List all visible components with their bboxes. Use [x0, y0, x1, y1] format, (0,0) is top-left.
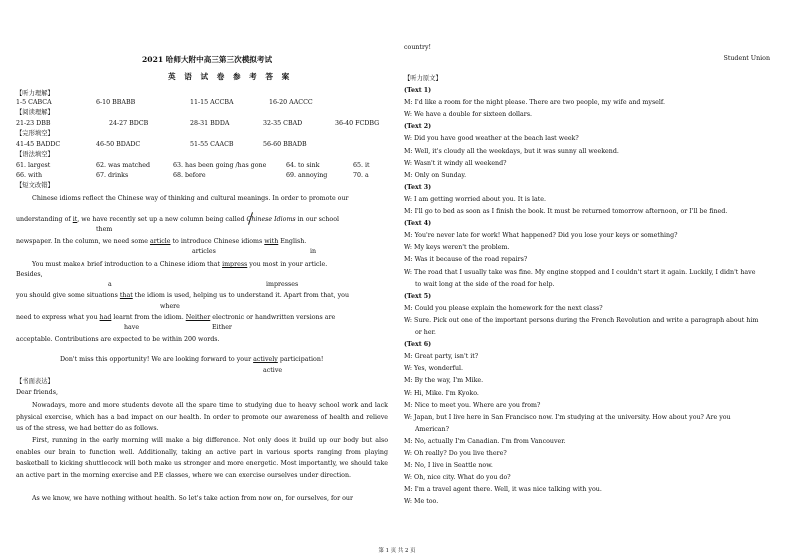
correction-fix: them: [96, 226, 113, 233]
transcript-line: W: Oh, nice city. What do you do?: [404, 474, 511, 482]
transcript-heading: (Text 6): [404, 341, 432, 349]
error-word: had: [99, 314, 112, 321]
transcript-line: W: Me too.: [404, 498, 439, 506]
transcript-heading: (Text 2): [404, 123, 432, 131]
answer-item: 36-40 FCDBG: [335, 120, 380, 127]
exam-title: 2021 哈师大附中高三第三次模拟考试: [142, 55, 273, 64]
answer-item: 56-60 BBADB: [263, 141, 307, 148]
correction-line: Don't miss this opportunity! We are looking forward to your actively participation!: [60, 356, 324, 363]
answer-item: 16-20 AACCC: [269, 99, 313, 106]
answer-item: 32-35 CBAD: [263, 120, 303, 127]
correction-fix: have: [124, 324, 140, 331]
transcript-line: M: I'll go to bed as soon as I finish the book. It must be returned tomorrow afternoon, or I'll be fined.: [404, 208, 728, 215]
transcript-heading: (Text 3): [404, 183, 432, 191]
transcript-line: W: Japan, but I live here in San Francisco now. I'm studying at the university. How about you? Are you: [404, 413, 731, 421]
error-word: it: [72, 216, 78, 223]
section-reading: 【阅读理解】: [16, 109, 54, 116]
section-writing: 【书面表达】: [16, 378, 54, 385]
section-cloze: 【完形填空】: [16, 130, 54, 137]
correction-fix: impresses: [266, 281, 299, 288]
transcript-heading: (Text 4): [404, 220, 432, 228]
answer-item: 24-27 BDCB: [109, 120, 149, 127]
answer-key-title: 英 语 试 卷 参 考 答 案: [168, 72, 293, 81]
transcript-line: M: Nice to meet you. Where are you from?: [404, 401, 541, 409]
answer-item: 69. annoying: [286, 172, 328, 179]
answer-item: 1-5 CABCA: [16, 99, 52, 106]
correction-fix: where: [160, 303, 180, 310]
transcript-line: to wait long at the side of the road for help.: [415, 280, 555, 288]
page-footer: 第 1 页 共 2 页: [378, 548, 416, 554]
answer-item: 51-55 CAACB: [190, 141, 234, 148]
transcript-line: W: Oh really? Do you live there?: [404, 450, 507, 457]
correction-fix: a: [108, 281, 112, 288]
error-word: that: [119, 292, 133, 299]
correction-line: Besides,: [16, 271, 43, 278]
letter-signature: Student Union: [723, 55, 770, 62]
answer-item: 66. with: [16, 172, 43, 179]
correction-fix: Either: [212, 324, 232, 331]
transcript-line: W: Did you have good weather at the beach last week?: [404, 135, 579, 143]
transcript-line: M: No, actually I'm Canadian. I'm from Vancouver.: [404, 437, 566, 445]
answer-item: 41-45 BADDC: [16, 141, 61, 148]
transcript-line: M: No, I live in Seattle now.: [404, 462, 493, 470]
answer-item: 68. before: [173, 172, 206, 179]
transcript-line: M: Could you please explain the homework for the next class?: [404, 304, 603, 312]
correction-line: newspaper. In the column, we need some article to introduce Chinese idioms with English.: [16, 238, 307, 245]
answer-item: 62. was matched: [96, 162, 150, 169]
correction-line: you should give some situations that the idiom is used, helping us to understand it. Apart from that, you: [16, 292, 349, 299]
correction-line: understanding of it, we have recently set up a new column being called Chinese Idioms in our school: [16, 216, 339, 223]
correction-line: You must make∧ brief introduction to a Chinese idiom that impress you most in your article.: [32, 261, 328, 268]
section-correction: 【短文改错】: [16, 182, 54, 189]
answer-item: 61. largest: [16, 162, 51, 169]
transcript-line: W: Hi, Mike. I'm Kyoko.: [404, 389, 479, 397]
transcript-heading: (Text 1): [404, 87, 432, 94]
error-word: impress: [222, 261, 248, 268]
answer-item: 67. drinks: [96, 172, 129, 179]
writing-paragraph: First, running in the early morning will make a big difference. Not only does it build up our body but also enables our brain to function well. Additionally, taking an active part in various sports ranging from playing basketball to kicking shuttlecock will both make us stronger and more energetic. Most importantly, we should take an active part in the morning exercise and P.E classes, where we can exercise ourselves under direction.: [16, 437, 388, 479]
transcript-line: M: By the way, I'm Mike.: [404, 377, 484, 385]
error-word: actively: [253, 356, 278, 363]
section-grammar: 【语法填空】: [16, 151, 54, 158]
answer-item: 11-15 ACCBA: [190, 99, 234, 106]
answer-item: 63. has been going /has gone: [173, 162, 267, 169]
transcript-line: W: Wasn't it windy all weekend?: [404, 159, 507, 167]
error-word: with: [264, 238, 279, 245]
transcript-line: W: Yes, wonderful.: [404, 365, 464, 373]
section-transcript: 【听力原文】: [404, 75, 442, 82]
transcript-line: or her.: [415, 329, 436, 336]
correction-fix: active: [263, 367, 283, 374]
transcript-line: M: Only on Sunday.: [404, 171, 467, 179]
transcript-line: W: We have a double for sixteen dollars.: [404, 111, 533, 119]
writing-paragraph: As we know, we have nothing without health. So let's take action from now on, for ourselves, for our: [32, 495, 353, 502]
error-word: article: [149, 238, 171, 245]
error-word: being: [205, 216, 224, 223]
transcript-line: M: You're never late for work! What happened? Did you lose your keys or something?: [404, 232, 678, 240]
transcript-heading: (Text 5): [404, 292, 432, 300]
transcript-line: M: Was it because of the road repairs?: [404, 256, 528, 264]
transcript-line: W: My keys weren't the problem.: [404, 244, 510, 252]
section-listening: 【听力理解】: [16, 90, 54, 97]
transcript-line: M: I'm a travel agent there. Well, it was nice talking with you.: [404, 486, 602, 494]
error-word: Neither: [185, 314, 211, 321]
answer-item: 6-10 BBABB: [96, 99, 136, 106]
answer-item: 65. it: [353, 162, 370, 169]
correction-line: Chinese idioms reflect the Chinese way of thinking and cultural meanings. In order to promote our: [32, 195, 349, 202]
correction-fix: articles: [192, 248, 216, 255]
transcript-line: W: Sure. Pick out one of the important persons during the French Revolution and write a paragraph about him: [404, 316, 759, 324]
answer-item: 46-50 BDADC: [96, 141, 141, 148]
letter-closing: country!: [404, 44, 432, 51]
answer-item: 64. to sink: [286, 162, 320, 169]
letter-greeting: Dear friends,: [16, 389, 58, 396]
correction-fix: in: [310, 248, 317, 255]
answer-item: 21-23 DBB: [16, 120, 51, 127]
correction-line: need to express what you had learnt from the idiom. Neither electronic or handwritten versions are: [16, 314, 336, 321]
transcript-line: W: I am getting worried about you. It is late.: [404, 195, 547, 203]
correction-line: acceptable. Contributions are expected to be within 200 words.: [16, 336, 220, 343]
writing-paragraph: Nowadays, more and more students devote all the spare time to studying due to heavy school work and lack physical exercise, which has a bad impact on our health. In order to promote our awareness of health and relieve us of the stress, we had better do as follows.: [16, 402, 388, 433]
transcript-line: M: Well, it's cloudy all the weekdays, but it was sunny all weekend.: [404, 147, 619, 155]
answer-item: 28-31 BDDA: [190, 120, 230, 127]
transcript-line: M: I'd like a room for the night please. There are two people, my wife and myself.: [404, 99, 666, 107]
transcript-line: American?: [415, 425, 449, 433]
transcript-line: W: The road that I usually take was fine. My engine stopped and I couldn't start it again. Luckily, I didn't have: [404, 268, 756, 276]
answer-item: 70. a: [353, 172, 369, 179]
transcript-line: M: Great party, isn't it?: [404, 353, 479, 361]
